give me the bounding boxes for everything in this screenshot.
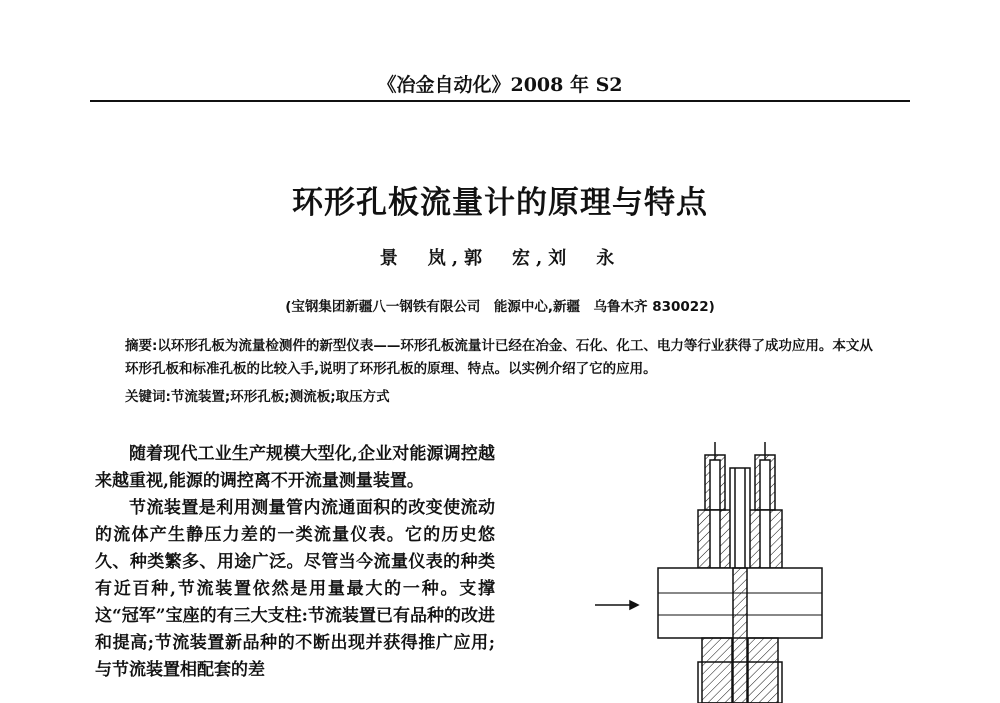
- annular-orifice-flowmeter-drawing-icon: [590, 430, 860, 703]
- abstract: [125, 335, 885, 381]
- keywords-label: 关键词:: [125, 389, 171, 405]
- affiliation: (宝钢集团新疆八一钢铁有限公司 能源中心,新疆 乌鲁木齐 830022): [285, 299, 715, 315]
- keywords-text: 节流装置;环形孔板;测流板;取压方式: [170, 389, 390, 405]
- body-text: [95, 441, 495, 684]
- body-paragraph-2: 节流装置是利用测量管内流通面积的改变使流动的流体产生静压力差的一类流量仪表。它的历史悠久、种类繁多、用途广泛。尽管当今流量仪表的种类有近百种,节流装置依然是用量最大的一种。支撑这“冠军”宝座的有三大支柱:节流装置已有品种的改进和提高;节流装置新品种的不断出现并获得推广应用;与节流装置相配套的差: [95, 498, 495, 680]
- paper-title: 环形孔板流量计的原理与特点: [292, 185, 708, 221]
- body-paragraph-1: 随着现代工业生产规模大型化,企业对能源调控越来越重视,能源的调控离不开流量测量装置。: [95, 444, 495, 491]
- running-header: 《冶金自动化》2008 年 S2: [377, 74, 623, 96]
- abstract-text: 以环形孔板为流量检测件的新型仪表——环形孔板流量计已经在冶金、石化、化工、电力等行业获得了成功应用。本文从环形孔板和标准孔板的比较入手,说明了环形孔板的原理、特点。以实例介绍了它的应用。: [125, 338, 873, 377]
- abstract-label: 摘要:: [125, 338, 158, 354]
- annular-orifice-flowmeter-figure: [590, 430, 860, 703]
- authors: 景 岚,郭 宏,刘 永: [379, 248, 621, 269]
- keywords: [125, 385, 885, 405]
- header-rule: [90, 100, 910, 102]
